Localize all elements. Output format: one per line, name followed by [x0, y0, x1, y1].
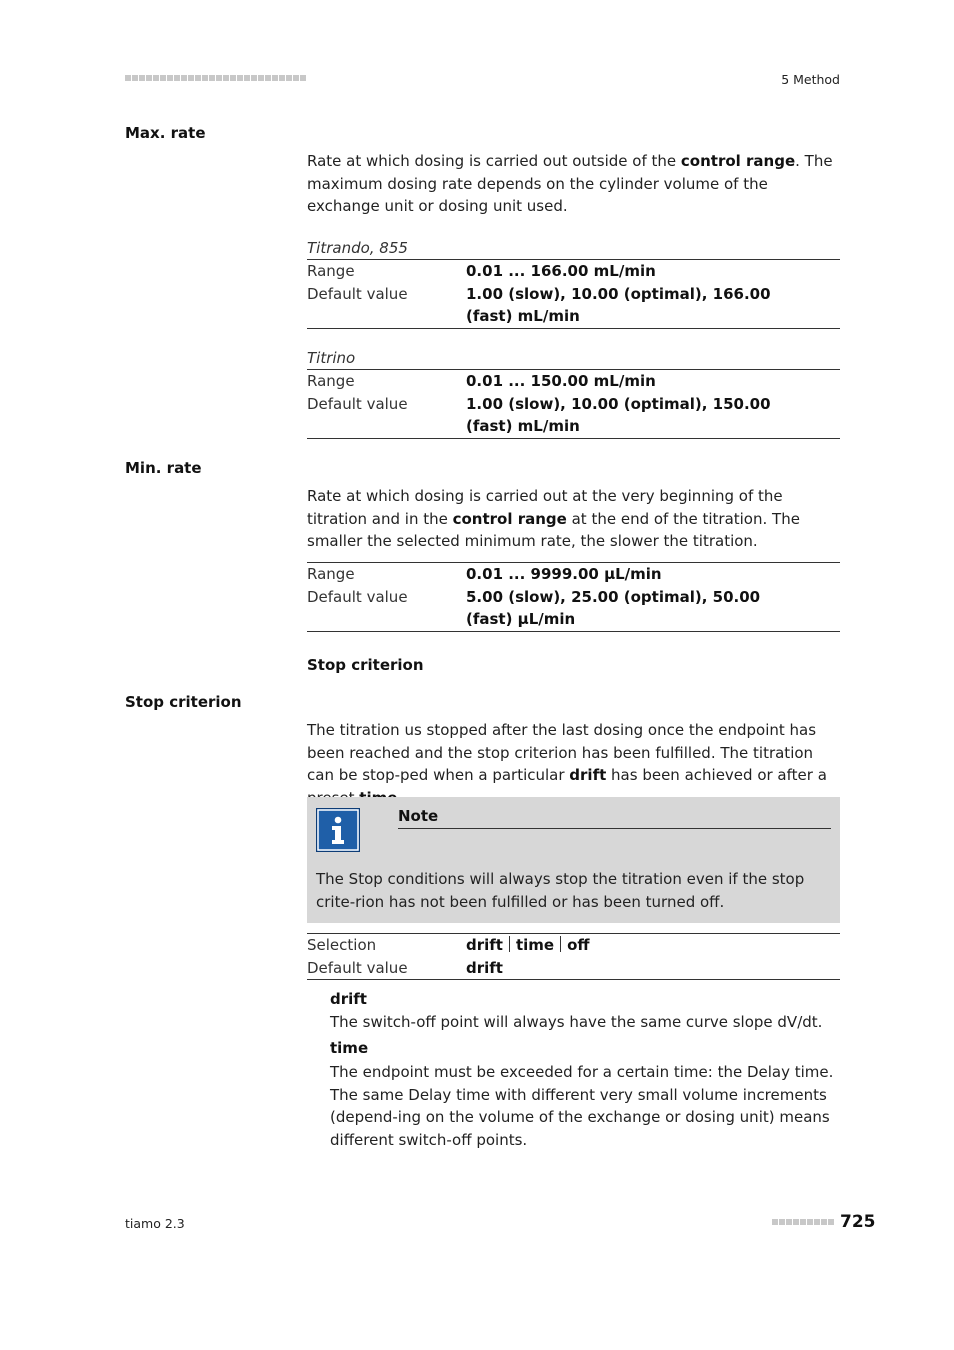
product-name: tiamo 2.3	[125, 1216, 185, 1231]
table-caption: Titrando, 855	[307, 239, 408, 257]
definition-text: The switch-off point will always have the same curve slope dV/dt.	[330, 1013, 823, 1031]
table-row: Selection drift time off	[307, 936, 590, 954]
table-row: Range 0.01 ... 150.00 mL/min	[307, 372, 656, 390]
table-row: Default value 1.00 (slow), 10.00 (optimal), 166.00 (fast) mL/min	[307, 284, 771, 325]
stop-criterion-heading: Stop criterion	[125, 693, 242, 711]
min-rate-table	[307, 562, 840, 632]
table-row: Range 0.01 ... 9999.00 µL/min	[307, 565, 662, 583]
min-rate-description: Rate at which dosing is carried out at the very beginning of the titration and in the control range at the end of the titration. The smaller the selected minimum rate, the slower the titration.	[307, 487, 800, 550]
table-row: Default value 5.00 (slow), 25.00 (optimal), 50.00 (fast) µL/min	[307, 587, 761, 628]
stop-criterion-subheading: Stop criterion	[307, 656, 424, 674]
info-icon	[316, 808, 360, 852]
option-time: time	[515, 936, 555, 954]
note-title: Note	[398, 806, 831, 829]
table-row: Default value 1.00 (slow), 10.00 (optimal), 150.00 (fast) mL/min	[307, 394, 771, 435]
chapter-label: 5 Method	[781, 72, 840, 87]
definition-term: time	[330, 1039, 369, 1057]
table-caption: Titrino	[307, 349, 356, 367]
page-number: 725	[840, 1212, 876, 1232]
definition-term: drift	[330, 990, 367, 1008]
table-row: Default value drift	[307, 958, 503, 977]
selection-table	[307, 933, 840, 980]
page-footer	[772, 1212, 876, 1232]
option-off: off	[567, 936, 590, 954]
definition-text: The endpoint must be exceeded for a certain time: the Delay time. The same Delay time with different very small volume increments (depend-ing on the volume of the exchange or dosing unit) means different switch-off points.	[330, 1063, 834, 1149]
header-decoration	[125, 75, 306, 81]
option-drift: drift	[466, 936, 503, 954]
table-row: Range 0.01 ... 166.00 mL/min	[307, 262, 656, 280]
titrando-table	[307, 237, 840, 329]
footer-decoration	[772, 1219, 834, 1225]
max-rate-description: Rate at which dosing is carried out outside of the control range. The maximum dosing rate depends on the cylinder volume of the exchange unit or dosing unit used.	[307, 152, 833, 215]
max-rate-heading: Max. rate	[125, 124, 206, 142]
note-text: The Stop conditions will always stop the titration even if the stop crite-rion has not been fulfilled or has been turned off.	[316, 870, 805, 911]
min-rate-heading: Min. rate	[125, 459, 202, 477]
stop-criterion-description: The titration us stopped after the last dosing once the endpoint has been reached and the stop criterion has been fulfilled. The titration can be stop-ped when a particular drift has been achieved or after a	[307, 721, 827, 784]
titrino-table	[307, 347, 840, 439]
